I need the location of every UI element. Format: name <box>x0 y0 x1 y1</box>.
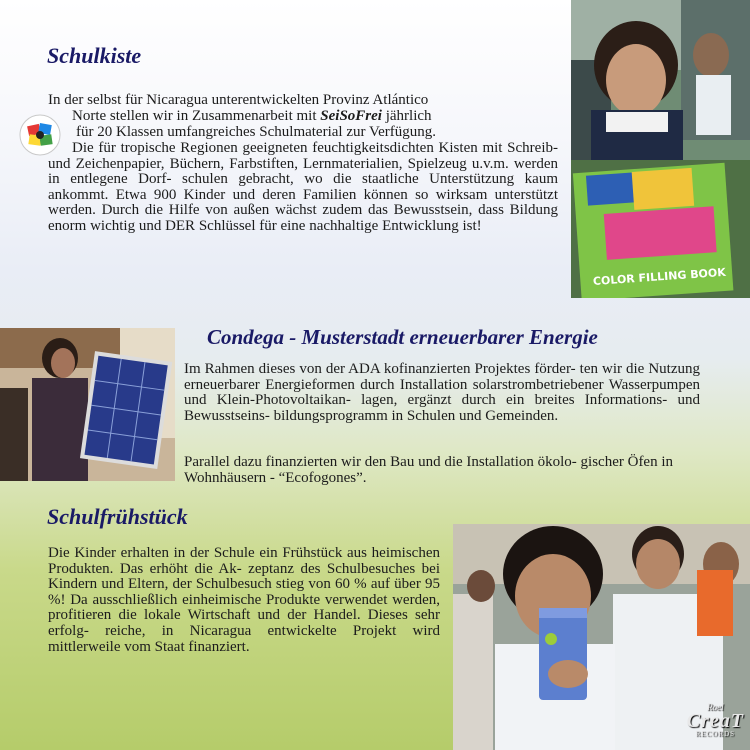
partner-name: SeiSoFrei <box>320 108 382 124</box>
heading-schulkiste: Schulkiste <box>47 43 142 68</box>
watermark-line-2: CreaT <box>686 710 744 732</box>
schulkiste-line-2-prefix: Norte stellen wir in Zusammenarbeit mit <box>72 108 321 124</box>
schulfruehstueck-paragraph: Die Kinder erhalten in der Schule ein Frühstück aus heimischen Produkten. Das erhöht die Ak- zeptanz des Schulbesuches bei Kindern und Eltern, der Schulbesuch stieg von 60 % auf über 95 %! Da ausschließlich einheimische Produkte verwendet werden, profitieren die lokale Wirtschaft und der Handel. Dieses sehr erfolg- reiche, in Nicaragua entwickelte Projekt wird mittlerweile vom Staat finanziert. <box>48 545 440 655</box>
schulkiste-line-3: für 20 Klassen umfangreiches Schulmaterial zur Verfügung. <box>76 124 437 140</box>
woman-with-solar-panel-photo <box>0 328 175 481</box>
schulkiste-paragraph: Die für tropische Regionen geeigneten feuchtigkeitsdichten Kisten mit Schreib- und Zeichenpapier, Büchern, Farbstiften, Lernmaterialien, Spielzeug u.v.m. werden in entlegene Dorf- schulen gebracht, wo die staatliche Unterstützung kaum ankommt. Etwa 900 Kinder und deren Familien können so wirksam unterstützt werden. Durch die Hilfe von außen wächst zudem das Bewusstsein, dass Bildung enorm wichtig und DER Schlüssel für eine nachhaltige Entwicklung ist! <box>48 140 558 234</box>
heading-condega: Condega - Musterstadt erneuerbarer Energie <box>207 325 598 349</box>
creat-records-watermark <box>687 703 744 738</box>
watermark-line-3: RECORDS <box>695 730 736 738</box>
schulkiste-line-2-suffix: jährlich <box>381 108 432 124</box>
condega-paragraph-2: Parallel dazu finanzierten wir den Bau und die Installation ökolo- gischer Öfen in Wohnhäusern - “Ecofogones”. <box>184 454 674 486</box>
schulkiste-line-1: In der selbst für Nicaragua unterentwickelten Provinz Atlántico <box>48 92 429 108</box>
heading-schulfruehstueck: Schulfrühstück <box>47 504 188 529</box>
watermark-line-1: Roel <box>707 702 724 712</box>
book-cover-label: COLOR FILLING BOOK <box>592 265 727 289</box>
children-breakfast-photo <box>453 524 750 750</box>
schulkiste-line-2 <box>72 109 558 125</box>
girl-with-school-supplies-photo <box>571 0 750 298</box>
condega-paragraph-1: Im Rahmen dieses von der ADA kofinanzierten Projektes förder- ten wir die Nutzung erneuerbarer Energieformen durch Installation solarstrombetriebener Wasserpumpen und Klein-Photovoltaikan- lagen, ergänzt durch ein breites Informations- und Bewusstseins- bildungsprogramm in Schulen und Gemeinden. <box>184 361 700 424</box>
